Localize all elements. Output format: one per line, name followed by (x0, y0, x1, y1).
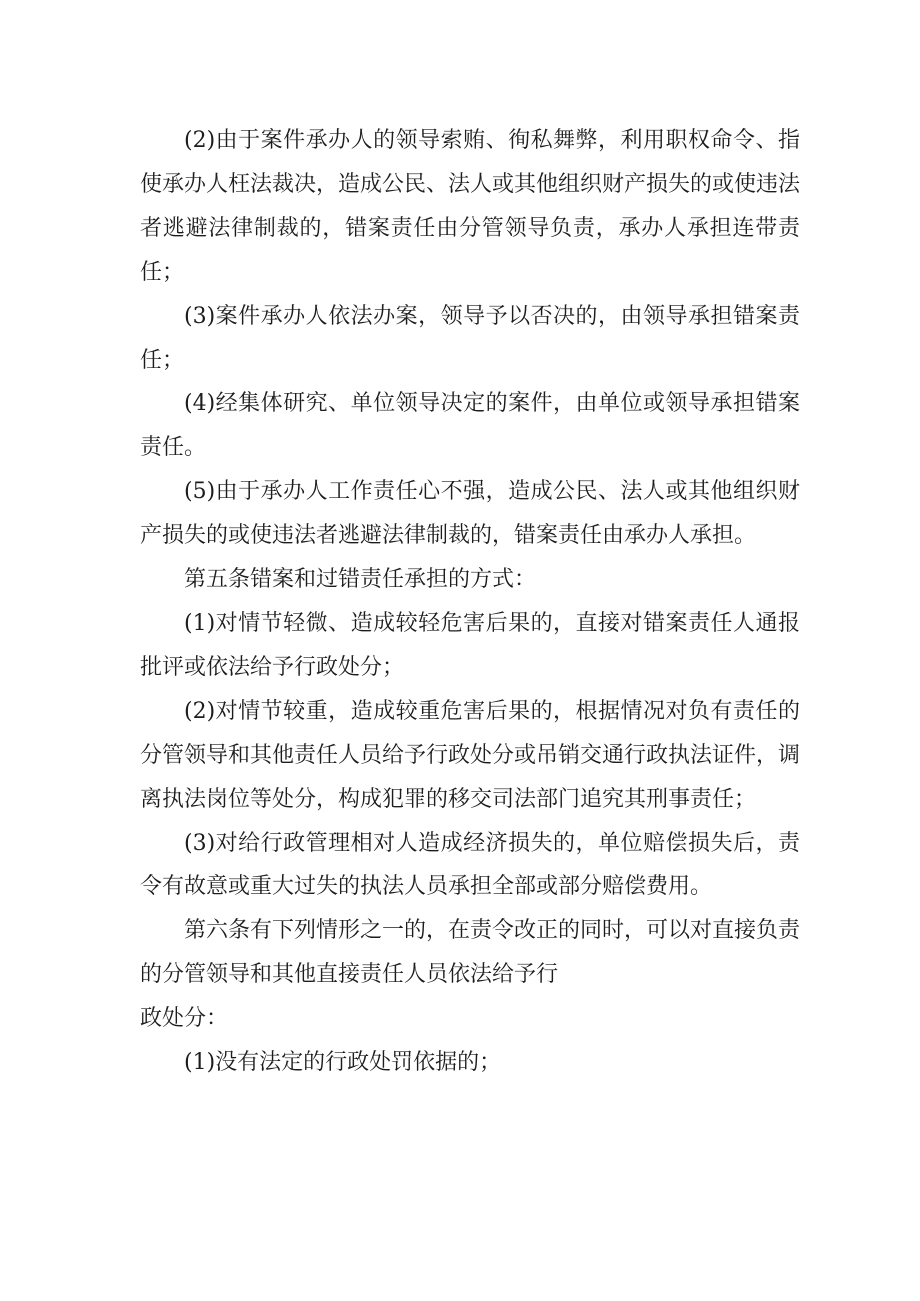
paragraph: (4)经集体研究、单位领导决定的案件，由单位或领导承担错案责任。 (140, 391, 800, 461)
paragraph: (2)对情节较重，造成较重危害后果的，根据情况对负有责任的分管领导和其他责任人员给予行政处分或吊销交通行政执法证件，调离执法岗位等处分，构成犯罪的移交司法部门追究其刑事责任； (140, 698, 801, 812)
article-heading: 第五条错案和过错责任承担的方式： (184, 567, 537, 593)
paragraph-continuation: 政处分： (140, 1006, 229, 1032)
paragraph: (3)案件承办人依法办案，领导予以否决的，由领导承担错案责任； (140, 303, 800, 373)
document-body (140, 119, 800, 1085)
paragraph: (1)对情节轻微、造成较轻危害后果的，直接对错案责任人通报批评或依法给予行政处分； (140, 610, 800, 680)
article-paragraph: 第六条有下列情形之一的，在责令改正的同时，可以对直接负责的分管领导和其他直接责任人员依法给予行 (140, 918, 801, 988)
paragraph: (1)没有法定的行政处罚依据的； (184, 1050, 502, 1076)
paragraph: (3)对给行政管理相对人造成经济损失的，单位赔偿损失后，责令有故意或重大过失的执法人员承担全部或部分赔偿费用。 (140, 830, 800, 900)
paragraph: (2)由于案件承办人的领导索贿、徇私舞弊，利用职权命令、指使承办人枉法裁决，造成公民、法人或其他组织财产损失的或使违法者逃避法律制裁的，错案责任由分管领导负责，承办人承担连带责任； (140, 128, 801, 285)
paragraph: (5)由于承办人工作责任心不强，造成公民、法人或其他组织财产损失的或使违法者逃避法律制裁的，错案责任由承办人承担。 (140, 479, 800, 549)
